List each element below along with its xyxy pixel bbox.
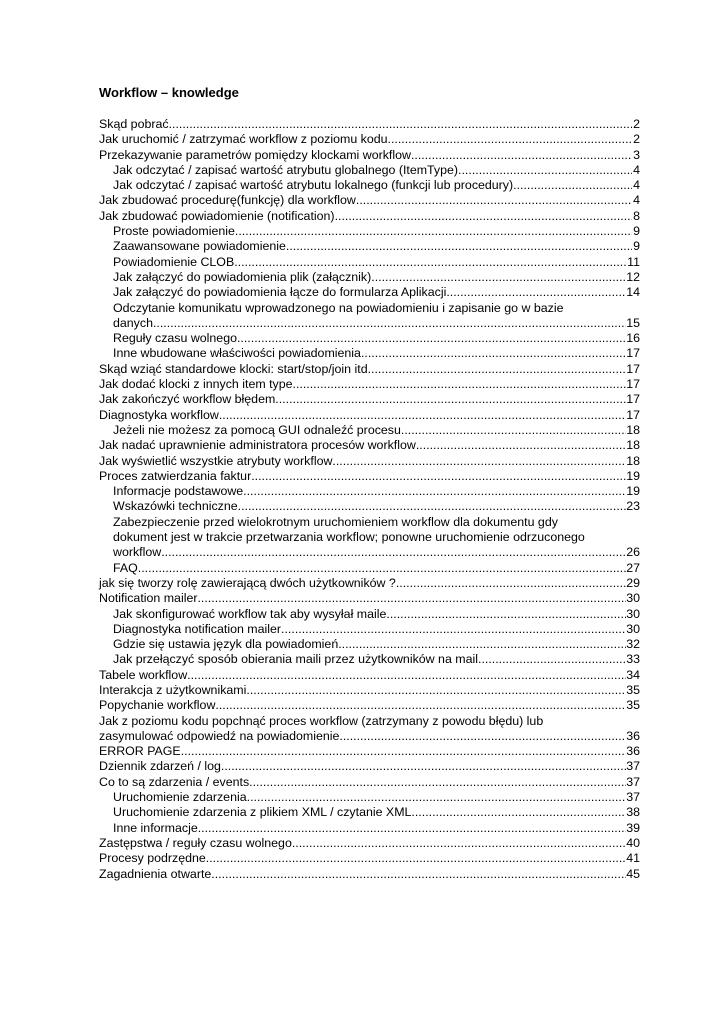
toc-entry-text: ERROR PAGE: [99, 744, 181, 759]
toc-page-number: 17: [626, 407, 640, 422]
toc-page-number: 17: [626, 377, 640, 392]
toc-entry-line: [99, 652, 640, 667]
toc-entry[interactable]: [99, 744, 640, 759]
toc-entry-text: FAQ: [113, 560, 138, 575]
toc-entry-line: [99, 744, 640, 759]
toc-entry-line: [99, 775, 640, 790]
toc-page-number: 37: [626, 774, 640, 789]
toc-entry-line: [99, 576, 640, 591]
toc-page-number: 37: [626, 759, 640, 774]
toc-entry-line: [99, 331, 640, 346]
toc-leader-dots: [338, 637, 626, 652]
toc-leader-dots: [169, 117, 632, 132]
toc-leader-dots: [237, 331, 626, 346]
toc-page-number: 17: [626, 346, 640, 361]
toc-entry-line: [99, 821, 640, 836]
toc-entry[interactable]: [99, 867, 640, 882]
toc-leader-dots: [198, 821, 626, 836]
toc-entry-line: [99, 270, 640, 285]
toc-page-number: 32: [626, 637, 640, 652]
toc-leader-dots: [243, 484, 626, 499]
toc-entry[interactable]: [99, 362, 640, 377]
toc-entry[interactable]: [99, 759, 640, 774]
toc-entry[interactable]: [99, 561, 640, 576]
toc-page-number: 29: [626, 575, 640, 590]
toc-entry[interactable]: [99, 301, 640, 332]
toc-leader-dots: [234, 255, 627, 270]
toc-entry-line: [99, 132, 640, 147]
toc-entry-text: Skąd pobrać: [99, 117, 169, 131]
toc-entry-text: Zastępstwa / reguły czasu wolnego: [99, 835, 292, 850]
toc-page-number: 18: [626, 422, 640, 437]
toc-page-number: 30: [626, 606, 640, 621]
toc-entry-line: [99, 377, 640, 392]
toc-entry[interactable]: [99, 484, 640, 499]
toc-entry[interactable]: [99, 668, 640, 683]
toc-entry-text: Proste powiadomienie: [113, 224, 235, 239]
toc-leader-dots: [286, 239, 632, 254]
toc-page-number: 3: [633, 147, 640, 162]
toc-entry[interactable]: [99, 683, 640, 698]
toc-entry-line: [99, 851, 640, 866]
toc-entry-line: [99, 209, 640, 224]
toc-page-number: 17: [626, 392, 640, 407]
toc-entry-text: Zagadnienia otwarte: [99, 866, 212, 881]
toc-entry-text: Dziennik zdarzeń / log: [99, 759, 221, 774]
toc-entry-text: workflow: [113, 545, 162, 560]
toc-entry-line: [99, 867, 640, 882]
toc-leader-dots: [401, 423, 626, 438]
toc-page-number: 40: [626, 835, 640, 850]
toc-entry[interactable]: [99, 836, 640, 851]
toc-entry-line: [99, 224, 640, 239]
toc-entry[interactable]: [99, 805, 640, 820]
toc-entry-line: [99, 499, 640, 514]
toc-entry-line: [99, 148, 640, 163]
toc-entry-line: [99, 591, 640, 606]
toc-entry-line: [99, 729, 640, 744]
toc-entry-text: Diagnostyka workflow: [99, 407, 219, 422]
toc-entry[interactable]: [99, 790, 640, 805]
toc-leader-dots: [161, 545, 626, 560]
toc-entry-line: [99, 255, 640, 270]
toc-entry-text: Jak zbudować powiadomienie (notification): [99, 208, 335, 223]
toc-entry[interactable]: [99, 775, 640, 790]
toc-page-number: 38: [626, 805, 640, 820]
toc-page-number: 12: [626, 269, 640, 284]
toc-page-number: 30: [626, 591, 640, 606]
toc-leader-dots: [138, 561, 626, 576]
toc-entry-text: Jak zakończyć workflow błędem: [99, 392, 276, 407]
toc-entry[interactable]: [99, 469, 640, 484]
toc-leader-dots: [513, 178, 632, 193]
toc-entry[interactable]: [99, 117, 640, 132]
toc-page-number: 34: [626, 667, 640, 682]
toc-entry-text: Jak przełączyć sposób obierania maili przez użytkowników na mail: [113, 652, 478, 667]
toc-entry-line: [99, 668, 640, 683]
toc-entry-line: [99, 836, 640, 851]
toc-entry-line: [99, 346, 640, 361]
toc-entry-text: Uruchomienie zdarzenia: [113, 790, 247, 805]
toc-entry[interactable]: [99, 377, 640, 392]
toc-leader-dots: [458, 163, 632, 178]
toc-leader-dots: [181, 744, 627, 759]
toc-entry-text: Inne wbudowane właściwości powiadomienia: [113, 346, 361, 361]
toc-leader-dots: [281, 622, 626, 637]
toc-entry[interactable]: [99, 698, 640, 713]
toc-page-number: 27: [626, 560, 640, 575]
toc-entry-line: [99, 193, 640, 208]
toc-entry[interactable]: [99, 652, 640, 667]
toc-entry-text: Popychanie workflow: [99, 698, 216, 713]
toc-leader-dots: [247, 790, 627, 805]
toc-entry-line: [99, 163, 640, 178]
toc-page-number: 39: [626, 820, 640, 835]
toc-entry[interactable]: [99, 438, 640, 453]
toc-leader-dots: [411, 805, 626, 820]
toc-leader-dots: [416, 438, 626, 453]
toc-entry-line: [99, 759, 640, 774]
toc-page-number: 2: [633, 117, 640, 131]
toc-page-number: 18: [626, 438, 640, 453]
toc-entry[interactable]: [99, 637, 640, 652]
toc-page-number: 45: [626, 866, 640, 881]
toc-page-number: 4: [633, 178, 640, 193]
toc-entry-line: [99, 301, 640, 316]
toc-page-number: 30: [626, 621, 640, 636]
toc-entry-line: [99, 805, 640, 820]
toc-entry[interactable]: [99, 270, 640, 285]
toc-page-number: 35: [626, 698, 640, 713]
toc-entry-line: [99, 438, 640, 453]
toc-entry-line: [99, 484, 640, 499]
toc-entry-text: Przekazywanie parametrów pomiędzy klockami workflow: [99, 147, 411, 162]
toc-entry[interactable]: [99, 607, 640, 622]
toc-leader-dots: [361, 346, 626, 361]
toc-page-number: 11: [627, 254, 640, 269]
toc-entry[interactable]: [99, 499, 640, 514]
toc-entry-line: [99, 530, 640, 545]
toc-leader-dots: [153, 316, 626, 331]
toc-leader-dots: [396, 576, 626, 591]
toc-entry-text: danych: [113, 315, 153, 330]
toc-entry-text: Tabele workflow: [99, 667, 188, 682]
toc-entry-line: [99, 790, 640, 805]
toc-page-number: 9: [633, 239, 640, 254]
toc-leader-dots: [275, 392, 626, 407]
toc-page-number: 35: [626, 682, 640, 697]
toc-entry-text: Informacje podstawowe: [113, 484, 244, 499]
toc-leader-dots: [371, 362, 626, 377]
toc-page-number: 37: [626, 790, 640, 805]
toc-entry-text: dokument jest w trakcie przetwarzania workflow; ponowne uruchomienie odrzuconego: [113, 530, 585, 545]
toc-entry-text: Zaawansowane powiadomienie: [113, 239, 286, 254]
toc-entry-text: Jeżeli nie możesz za pomocą GUI odnaleźć procesu: [113, 422, 401, 437]
toc-entry-line: [99, 545, 640, 560]
toc-entry-text: Co to są zdarzenia / events: [99, 774, 250, 789]
toc-page-number: 16: [626, 331, 640, 346]
toc-entry[interactable]: [99, 132, 640, 147]
toc-entry[interactable]: [99, 515, 640, 561]
document-title: Workflow – knowledge: [99, 85, 239, 100]
toc-entry-line: [99, 622, 640, 637]
toc-page-number: 9: [633, 224, 640, 239]
toc-leader-dots: [386, 607, 626, 622]
toc-leader-dots: [339, 729, 626, 744]
toc-entry[interactable]: [99, 346, 640, 361]
toc-entry-line: [99, 607, 640, 622]
toc-entry-text: Diagnostyka notification mailer: [113, 621, 282, 636]
table-of-contents: [99, 117, 640, 882]
toc-entry-text: zasymulować odpowiedź na powiadomienie: [99, 728, 340, 743]
toc-entry[interactable]: [99, 454, 640, 469]
toc-page-number: 36: [626, 744, 640, 759]
toc-leader-dots: [187, 668, 626, 683]
toc-leader-dots: [332, 454, 626, 469]
toc-page-number: 18: [626, 453, 640, 468]
toc-page-number: 19: [626, 484, 640, 499]
toc-entry-line: [99, 515, 640, 530]
toc-entry[interactable]: [99, 331, 640, 346]
toc-entry-text: Inne informacje: [113, 820, 198, 835]
toc-leader-dots: [478, 652, 626, 667]
toc-entry[interactable]: [99, 163, 640, 178]
toc-page-number: 4: [633, 193, 640, 208]
toc-leader-dots: [371, 270, 626, 285]
toc-entry-text: Odczytanie komunikatu wprowadzonego na powiadomieniu i zapisanie go w bazie: [113, 300, 564, 315]
toc-entry-line: [99, 316, 640, 331]
toc-entry[interactable]: [99, 178, 640, 193]
toc-entry-line: [99, 285, 640, 300]
toc-entry-text: Proces zatwierdzania faktur: [99, 468, 252, 483]
toc-entry-text: Wskazówki techniczne: [113, 499, 238, 514]
toc-entry-line: [99, 714, 640, 729]
toc-entry-text: Jak uruchomić / zatrzymać workflow z poziomu kodu: [99, 132, 388, 147]
toc-entry-text: Zabezpieczenie przed wielokrotnym uruchomieniem workflow dla dokumentu gdy: [113, 514, 558, 529]
toc-entry[interactable]: [99, 423, 640, 438]
toc-leader-dots: [215, 698, 626, 713]
toc-page-number: 17: [626, 361, 640, 376]
toc-entry[interactable]: [99, 148, 640, 163]
toc-leader-dots: [219, 408, 626, 423]
toc-entry[interactable]: [99, 408, 640, 423]
toc-entry-line: [99, 454, 640, 469]
toc-page-number: 19: [626, 468, 640, 483]
toc-leader-dots: [206, 851, 626, 866]
toc-page-number: 15: [626, 315, 640, 330]
toc-leader-dots: [197, 591, 626, 606]
toc-page-number: 8: [633, 208, 640, 223]
toc-leader-dots: [246, 683, 626, 698]
toc-leader-dots: [411, 148, 632, 163]
toc-entry[interactable]: [99, 239, 640, 254]
toc-leader-dots: [249, 775, 626, 790]
toc-leader-dots: [221, 759, 626, 774]
toc-entry-text: Jak odczytać / zapisać wartość atrybutu lokalnego (funkcji lub procedury): [113, 178, 514, 193]
toc-entry-line: [99, 698, 640, 713]
toc-entry-text: Procesy podrzędne: [99, 851, 206, 866]
toc-leader-dots: [235, 224, 632, 239]
toc-entry-line: [99, 239, 640, 254]
toc-leader-dots: [292, 836, 626, 851]
toc-entry[interactable]: [99, 821, 640, 836]
toc-entry-text: Interakcja z użytkownikami: [99, 682, 247, 697]
toc-entry-line: [99, 362, 640, 377]
toc-entry-text: Jak skonfigurować workflow tak aby wysyłał maile: [113, 606, 387, 621]
toc-entry-text: Skąd wziąć standardowe klocki: start/stop/join itd.: [99, 361, 372, 376]
toc-page-number: 2: [633, 132, 640, 147]
toc-entry-text: Jak z poziomu kodu popchnąć proces workflow (zatrzymany z powodu błędu) lub: [99, 713, 544, 728]
toc-leader-dots: [335, 209, 632, 224]
toc-entry-text: Jak wyświetlić wszystkie atrybuty workflow: [99, 453, 333, 468]
toc-entry[interactable]: [99, 576, 640, 591]
toc-entry-text: Jak załączyć do powiadomienia łącze do formularza Aplikacji: [113, 285, 447, 300]
toc-entry-line: [99, 178, 640, 193]
toc-entry[interactable]: [99, 285, 640, 300]
toc-page-number: 23: [626, 499, 640, 514]
toc-entry-line: [99, 117, 640, 132]
toc-entry[interactable]: [99, 622, 640, 637]
toc-leader-dots: [293, 377, 627, 392]
toc-entry-text: jak się tworzy rolę zawierającą dwóch użytkowników ?: [99, 575, 396, 590]
toc-entry[interactable]: [99, 209, 640, 224]
toc-leader-dots: [388, 132, 632, 147]
toc-entry-text: Uruchomienie zdarzenia z plikiem XML / czytanie XML: [113, 805, 412, 820]
toc-entry[interactable]: [99, 591, 640, 606]
toc-entry-text: Jak załączyć do powiadomienia plik (załącznik): [113, 269, 372, 284]
toc-leader-dots: [446, 285, 626, 300]
toc-entry[interactable]: [99, 255, 640, 270]
toc-entry[interactable]: [99, 224, 640, 239]
toc-entry-text: Jak odczytać / zapisać wartość atrybutu globalnego (ItemType): [113, 162, 459, 177]
toc-entry-text: Jak nadać uprawnienie administratora procesów workflow: [99, 438, 416, 453]
toc-entry-line: [99, 469, 640, 484]
toc-page-number: 36: [626, 728, 640, 743]
toc-entry[interactable]: [99, 193, 640, 208]
toc-entry-line: [99, 392, 640, 407]
toc-leader-dots: [251, 469, 626, 484]
toc-entry[interactable]: [99, 851, 640, 866]
toc-page-number: 41: [626, 851, 640, 866]
toc-entry-line: [99, 637, 640, 652]
toc-page-number: 26: [626, 545, 640, 560]
toc-entry[interactable]: [99, 714, 640, 745]
toc-page-number: 33: [626, 652, 640, 667]
toc-entry-text: Gdzie się ustawia język dla powiadomień: [113, 637, 339, 652]
toc-entry-line: [99, 561, 640, 576]
toc-entry-text: Reguły czasu wolnego: [113, 331, 237, 346]
toc-entry-text: Jak dodać klocki z innych item type: [99, 377, 293, 392]
toc-page-number: 14: [626, 285, 640, 300]
toc-entry[interactable]: [99, 392, 640, 407]
toc-leader-dots: [238, 499, 627, 514]
toc-leader-dots: [356, 193, 632, 208]
toc-entry-text: Powiadomienie CLOB: [113, 254, 235, 269]
toc-entry-text: Jak zbudować procedurę(funkcję) dla workflow: [99, 193, 356, 208]
toc-entry-text: Notification mailer: [99, 591, 198, 606]
toc-entry-line: [99, 683, 640, 698]
toc-page-number: 4: [633, 162, 640, 177]
toc-entry-line: [99, 408, 640, 423]
toc-leader-dots: [211, 867, 626, 882]
toc-entry-line: [99, 423, 640, 438]
